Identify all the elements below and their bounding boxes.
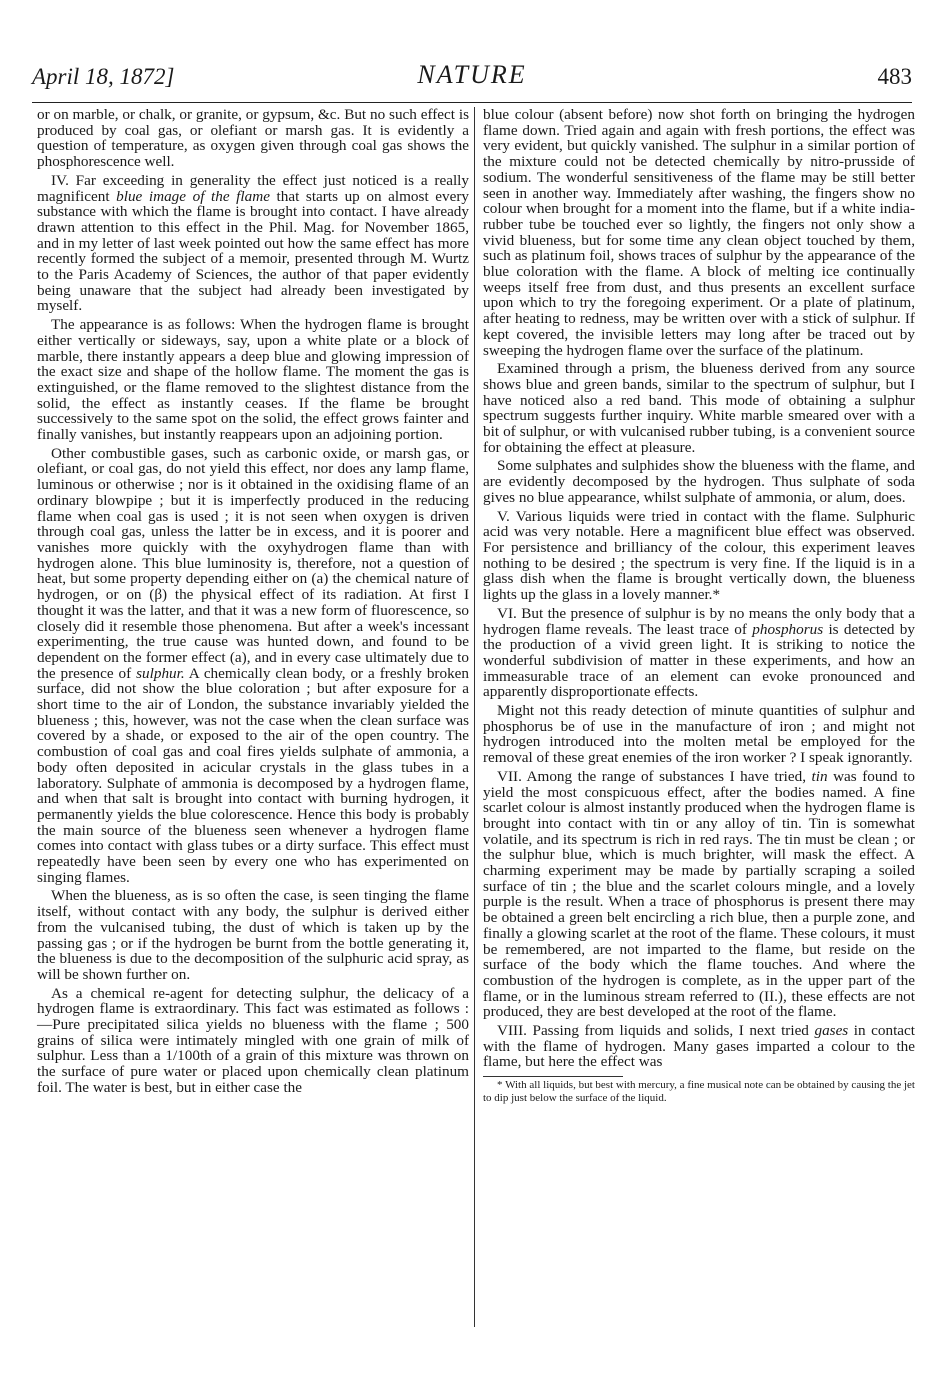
footnote-rule bbox=[483, 1076, 623, 1077]
emphasis: sulphur. bbox=[136, 664, 185, 682]
paragraph: Some sulphates and sulphides show the blueness with the flame, and are evidently decomposed by the hydrogen. Thus sulphate of soda gives no blue appearance, whilst sulphate of ammonia, or alum, does. bbox=[483, 457, 915, 506]
header-rule bbox=[32, 102, 912, 103]
footnote: * With all liquids, but best with mercury, a fine musical note can be obtained by causing the jet to dip just below the surface of the liquid. bbox=[483, 1079, 915, 1104]
page-number: 483 bbox=[877, 64, 912, 89]
paragraph-section-viii: VIII. Passing from liquids and solids, I next tried gases in contact with the flame of hydrogen. Many gases imparted a colour to the flame, but here the effect was bbox=[483, 1022, 915, 1071]
paragraph-section-v: V. Various liquids were tried in contact with the flame. Sulphuric acid was very notable. Here a magnificent blue effect was observed. For persistence and brilliancy of the colour, this experiment leaves nothing to be desired ; the spectrum is very fine. If the liquid is in a glass dish when the flame is brought vertically down, the blueness lights up the glass in a lovely manner.* bbox=[483, 507, 915, 604]
emphasis: tin bbox=[811, 767, 828, 785]
issue-date: April 18, 1872] bbox=[32, 64, 175, 89]
paragraph: As a chemical re-agent for detecting sulphur, the delicacy of a hydrogen flame is extraordinary. This fact was estimated as follows :—Pure precipitated silica yields no blueness with the flame ; 500 grains of silica were intimately mingled with one grain of milk of sulphur. Less than a 1/100th of a grain of this mixture was thrown on the surface of pure water or placed upon chemically clean platinum foil. The water is best, but in either case the bbox=[37, 984, 469, 1096]
paragraph: The appearance is as follows: When the hydrogen flame is brought either vertically or sideways, say, upon a white plate or a block of marble, there instantly appears a deep blue and glowing impression of the exact size and shape of the hollow flame. The moment the gas is extinguished, or the flame removed to the slightest distance from the solid, the effect as instantly ceases. If the flame be brought successively to the same spot on the solid, the effect grows fainter and finally vanishes, but instantly reappears upon an adjoining portion. bbox=[37, 316, 469, 444]
paragraph: Other combustible gases, such as carbonic oxide, or marsh gas, or olefiant, or coal gas, do not yield this effect, nor does any lamp flame, luminous or otherwise ; nor is it obtained in the oxidising flame of an ordinary blowpipe ; but it is imperfectly produced in the reducing flame when coal gas is used ; it is not seen when oxygen is driven through coal gas, unless the latter be in excess, and it is poorer and vanishes more quickly with the oxyhydrogen flame than with hydrogen alone. This blue luminosity is, therefore, not a question of heat, but some property depending either on (a) the chemical nature of hydrogen, or on (β) the physical effect of its radiation. At first I thought it was the latter, and that it was a new form of fluorescence, so closely did it resemble those phenomena. But after a week's incessant experimenting, the true cause was hunted down, and found to be dependent on the former effect (a), and in every case ultimately due to the presence of sulphur. A chemically clean body, or a freshly broken surface, did not show the blue coloration ; but after exposure for a short time to the air of London, the substance invariably yielded the blueness ; this, however, was not the case when the clean surface was covered by a shade, or exposed to the air of the open country. The combustion of coal gas and coal fires yields sulphate of ammonia, a body often deposited in acicular crystals in the glass tubes in a laboratory. Sulphate of ammonia is decomposed by a hydrogen flame, and when that salt is brought into contact with burning hydrogen, it permanently yields the blue colorescence. Hence this body is probably the main source of the blueness seen whenever a hydrogen flame comes into contact with glass tubes or a dirty surface. This effect must repeatedly have been seen by every one who has experimented on singing flames. bbox=[37, 444, 469, 886]
paragraph-section-iv: IV. Far exceeding in generality the effect just noticed is a really magnificent blue image of the flame that starts up on almost every substance with which the flame is brought into contact. I have already drawn attention to this effect in the Phil. Mag. for November 1865, and in my letter of last week pointed out how the same effect has more recently formed the subject of a memoir, presented through M. Wurtz to the Paris Academy of Sciences, the author of that paper evidently being unaware that the subject had already been investigated by myself. bbox=[37, 171, 469, 315]
right-column bbox=[483, 107, 915, 1107]
emphasis: phosphorus bbox=[752, 620, 824, 638]
column-divider bbox=[474, 107, 475, 1327]
journal-title: NATURE bbox=[417, 60, 527, 89]
emphasis: gases bbox=[814, 1022, 849, 1040]
page-header bbox=[32, 58, 912, 98]
paragraph-section-vi: VI. But the presence of sulphur is by no means the only body that a hydrogen flame reveals. The least trace of phosphorus is detected by the production of a vivid green light. It is striking to notice the wonderful subdivision of matter in these experiments, and how an immeasurable trace of an element can evoke pronounced and apparently disproportionate effects. bbox=[483, 604, 915, 701]
paragraph: blue colour (absent before) now shot forth on bringing the hydrogen flame down. Tried again and again with fresh portions, the effect was very evident, but quickly vanished. The sulphur in a similar portion of the mixture could not be detected chemically by nitro-prusside of sodium. The wonderful sensitiveness of the flame may be still better seen in another way. Immediately after washing, the fingers show no colour when brought for a moment into the flame, but if a white india-rubber tube be touched ever so lightly, the fingers not only show a vivid blueness, but for some time any clean object touched by them, such as platinum foil, shows traces of sulphur by the appearance of the blue coloration with the flame. A block of melting ice continually weeps itself free from dust, and thus presents an excellent surface upon which to try the foregoing experiment. Or a plate of platinum, after heating to redness, may be written over with a stick of sulphur. If kept covered, the invisible letters may long after be traced out by sweeping the hydrogen flame over the surface of the platinum. bbox=[483, 106, 915, 359]
emphasis: blue image of the flame bbox=[116, 187, 270, 205]
paragraph: Might not this ready detection of minute quantities of sulphur and phosphorus be of use in the manufacture of iron ; and might not hydrogen introduced into the molten metal be employed for the removal of these great enemies of the iron worker ? I speak ignorantly. bbox=[483, 702, 915, 767]
paragraph: When the blueness, as is so often the case, is seen tinging the flame itself, without contact with any body, the sulphur is derived either from the vulcanised tubing, the dust of which is taken up by the passing gas ; or if the hydrogen be burnt from the bottle generating it, the blueness is due to the decomposition of the sulphuric acid spray, as will be shown further on. bbox=[37, 887, 469, 983]
paragraph-section-vii: VII. Among the range of substances I have tried, tin was found to yield the most conspicuous effect, after the bodies named. A fine scarlet colour is almost instantly produced when the hydrogen flame is brought into contact with tin or any alloy of tin. Tin is somewhat volatile, and its spectrum is rich in red rays. The tin must be clean ; or the sulphur blue, which is much brighter, will mask the effect. A charming experiment may be made by partially scraping a soiled surface of tin ; the blue and the scarlet colours mingle, and a lovely purple is the result. When a trace of phosphorus is present there may be obtained a green belt encircling a rich blue, then a purple zone, and finally a glowing scarlet at the root of the flame. These colours, it must be remembered, are not imparted to the flame, but reside on the surface of the body which the flame touches. And where the combustion of the hydrogen is complete, as in the upper part of the flame, or in the luminous stream referred to (II.), these effects are not produced, they are best developed at the root of the flame. bbox=[483, 767, 915, 1021]
paragraph: or on marble, or chalk, or granite, or gypsum, &c. But no such effect is produced by coal gas, or olefiant or marsh gas. It is evidently a question of temperature, as oxygen given through coal gas shows the phosphorescence well. bbox=[37, 106, 469, 171]
paragraph: Examined through a prism, the blueness derived from any source shows blue and green bands, similar to the spectrum of sulphur, but I have noticed also a red band. This mode of obtaining a sulphur spectrum suggests further inquiry. White marble smeared over with a bit of sulphur, or with vulcanised rubber tubing, is a convenient source for obtaining the effect at pleasure. bbox=[483, 360, 915, 456]
left-column bbox=[37, 107, 469, 1099]
